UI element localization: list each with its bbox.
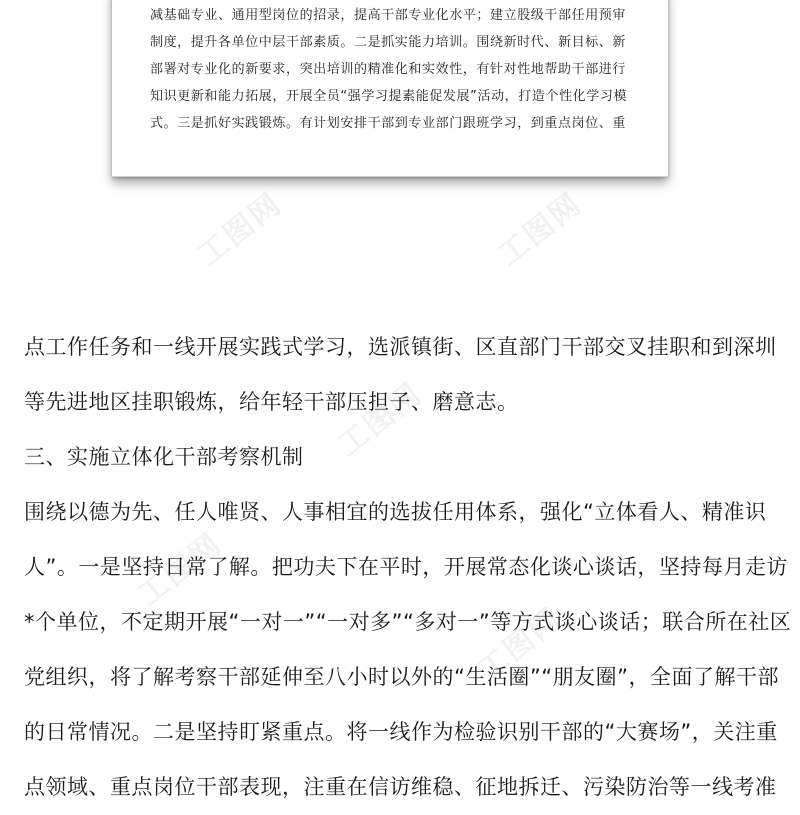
preview-line: 制度，提升各单位中层干部素质。二是抓实能力培训。围绕新时代、新目标、新 — [150, 35, 627, 50]
watermark: 工图网 — [131, 526, 229, 614]
body-line: 等先进地区挂职锻炼，给年轻干部压担子、磨意志。 — [24, 390, 519, 414]
section-heading: 三、实施立体化干部考察机制 — [24, 445, 304, 469]
body-line: 点领域、重点岗位干部表现，注重在信访维稳、征地拆迁、污染防治等一线考准 — [24, 775, 777, 799]
watermark: 工图网 — [491, 186, 589, 274]
watermark: 工图网 — [191, 186, 289, 274]
document-body — [24, 320, 792, 815]
body-line: *个单位，不定期开展“一对一”“一对多”“多对一”等方式谈心谈话；联合所在社区 — [24, 610, 792, 634]
body-line: 人”。一是坚持日常了解。把功夫下在平时，开展常态化谈心谈话，坚持每月走访 — [24, 555, 788, 579]
body-line: 围绕以德为先、任人唯贤、人事相宜的选拔任用体系，强化“立体看人、精准识 — [24, 500, 767, 524]
body-line: 党组织，将了解考察干部延伸至八小时以外的“生活圈”“朋友圈”，全面了解干部 — [24, 665, 780, 689]
preview-text-block — [150, 2, 636, 137]
preview-line: 式。三是抓好实践锻炼。有计划安排干部到专业部门跟班学习，到重点岗位、重 — [150, 116, 627, 131]
body-line: 点工作任务和一线开展实践式学习，选派镇街、区直部门干部交叉挂职和到深圳 — [24, 335, 777, 359]
preview-line: 部署对专业化的新要求，突出培训的精准化和实效性，有针对性地帮助干部进行 — [150, 62, 627, 77]
watermark: 工图网 — [471, 601, 569, 689]
watermark: 工图网 — [331, 376, 429, 464]
document-page-preview — [112, 0, 668, 177]
body-line: 的日常情况。二是坚持盯紧重点。将一线作为检验识别干部的“大赛场”，关注重 — [24, 720, 778, 744]
preview-line: 知识更新和能力拓展，开展全员“强学习提素能促发展”活动，打造个性化学习模 — [150, 89, 628, 104]
preview-line: 减基础专业、通用型岗位的招录，提高干部专业化水平；建立股级干部任用预审 — [150, 8, 627, 23]
